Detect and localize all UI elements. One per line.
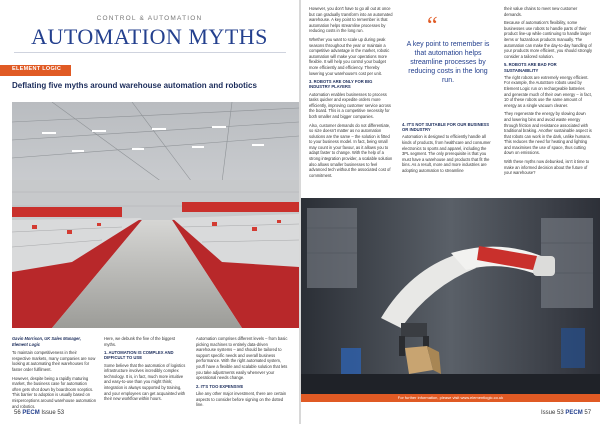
company-tag: ELEMENT LOGIC (0, 65, 71, 76)
author-byline: Gavin Morrison, UK Sales Manager, Element Logic (12, 336, 81, 347)
section-heading: 1. AUTOMATION IS COMPLEX AND DIFFICULT TO USE (104, 350, 174, 361)
page-number: 56 (14, 410, 21, 416)
page-number: 57 (584, 410, 592, 416)
paragraph: Here, we debunk the five of the biggest myths. (104, 336, 176, 347)
paragraph: Because of automation's flexibility, some businesses use robots to handle parts of their product line-up while continuing to handle larger items or hazardous products manually. The automation can make the day-to-day handling of your products more efficient, you should strongly consider a tailored solution. (504, 20, 592, 59)
magazine-brand: PECM (22, 410, 40, 416)
issue-number: Issue 53 (41, 410, 65, 416)
paragraph: Some believe that the automation of logistics infrastructure involves incredibly complex technology. It is, in fact, much more intuitive and easy-to-use than you might think; integration is always supported by training, and your employees can get acquainted with their new workflow within hours. (104, 362, 186, 402)
paragraph: Like any other major investment, there are certain aspects to consider before signing on the dotted line. (196, 390, 287, 408)
issue-number: Issue 53 (541, 410, 564, 416)
paragraph: With these myths now debunked, isn't it time to make an informed decision about the future of your warehouse? (504, 159, 590, 176)
info-banner: For further information, please visit www.elementlogic.co.uk (301, 394, 600, 402)
paragraph: Whether you want to scale up during peak seasons throughout the year or maintain a competitive advantage in the market, robotic automation will make your operations more flexible. It will help you control your budget more efficiently and efficiency. Thereby lowering your warehouse's cost per unit. (309, 36, 390, 76)
paragraph: They regenerate the energy by slowing down and lowering bins and avoid waste energy through friction and resistance associated with traditional braking. Another sustainable aspect is that robots can work in the dark, unlike humans. This reduces the need for heating and lighting and maximises the use of space, thus cutting down on emissions. (504, 111, 592, 156)
paragraph: Automation is designed to efficiently handle all kinds of products, from healthcare and consumer electronics to sports and apparel, including the 3PL segment. The only prerequisite is that you must have a warehouse and products that fit the bins. As a result, more and more industries are adopting automation to streamline (402, 134, 491, 173)
paragraph: However, despite being a rapidly maturing market, the business case for automation often gets shot down by boardroom sceptics. This barrier to adoption is usually based on misperceptions around warehouse automation and robotics. (12, 375, 96, 408)
paragraph: The right robots are extremely energy efficient. For example, the AutoStore robots used by Element Logic run on rechargeable batteries and generate much of their own energy – in fact, 10 of these robots use the same amount of energy as a single vacuum cleaner. (504, 74, 592, 108)
paragraph: Automation enables businesses to process tasks quicker and expedite orders more efficiently, improving customer service across the board. This is a competitive necessity for both smaller and bigger companies. (309, 91, 391, 119)
article-column-5 (402, 120, 494, 194)
magazine-brand: PECM (565, 410, 583, 416)
title-divider (14, 52, 286, 53)
paragraph: Also, customer demands do not differentiate, so size doesn't matter as no automation solutions are the same – the solution is fitted to your business model. In fact, being small may count in your favour, as it allows you to adapt faster to change. With the help of a strong integration provider, a scalable solution also allows smaller businesses to feel advanced tech without the associated cost of commitment. (309, 122, 393, 178)
article-column-2 (104, 336, 188, 408)
paragraph: However, you don't have to go all out at once but can gradually transform into an automated warehouse. A key point to remember is that automation helps streamline processes by reducing costs in the long run. (309, 6, 393, 34)
section-heading: 2. IT'S TOO EXPENSIVE (196, 383, 244, 389)
article-column-1 (12, 336, 96, 408)
robot-arm-photo (301, 198, 600, 394)
pull-quote: A key point to remember is that automation helps streamline processes by reducing costs in the long run. (406, 41, 490, 84)
page-footer-left (14, 410, 64, 416)
article-column-6 (504, 6, 592, 192)
page-footer-right (541, 410, 591, 416)
warehouse-photo (12, 102, 299, 328)
quote-icon: “ (427, 13, 438, 39)
article-column-4 (309, 6, 393, 192)
left-page (0, 0, 299, 424)
paragraph: To maintain competitiveness in their respective markets, many companies are now looking at automating their warehouses for faster order fulfilment. (12, 350, 96, 372)
section-heading: 5. ROBOTS ARE BAD FOR SUSTAINABILITY (504, 62, 557, 73)
section-heading: 3. ROBOTS ARE ONLY FOR BIG INDUSTRY PLAYERS (309, 79, 373, 90)
article-column-3 (196, 336, 288, 408)
right-page (301, 0, 600, 424)
paragraph: Automation comprises different levels – from basic picking machines to entirely data-driven warehouse systems – and should be tailored to support specific needs and overall business performance. With the right automated system, you'll have a flexible and scalable solution that lets you take adjustments easily whenever your operational needs change. (196, 336, 288, 381)
paragraph: their value chains to meet new customer demands. (504, 6, 578, 17)
section-heading: 4. IT'S NOT SUITABLE FOR OUR BUSINESS OR INDUSTRY (402, 122, 490, 133)
article-subtitle: Deflating five myths around warehouse automation and robotics (12, 81, 257, 90)
section-label: CONTROL & AUTOMATION (96, 15, 203, 22)
article-title: AUTOMATION MYTHS (31, 24, 268, 49)
